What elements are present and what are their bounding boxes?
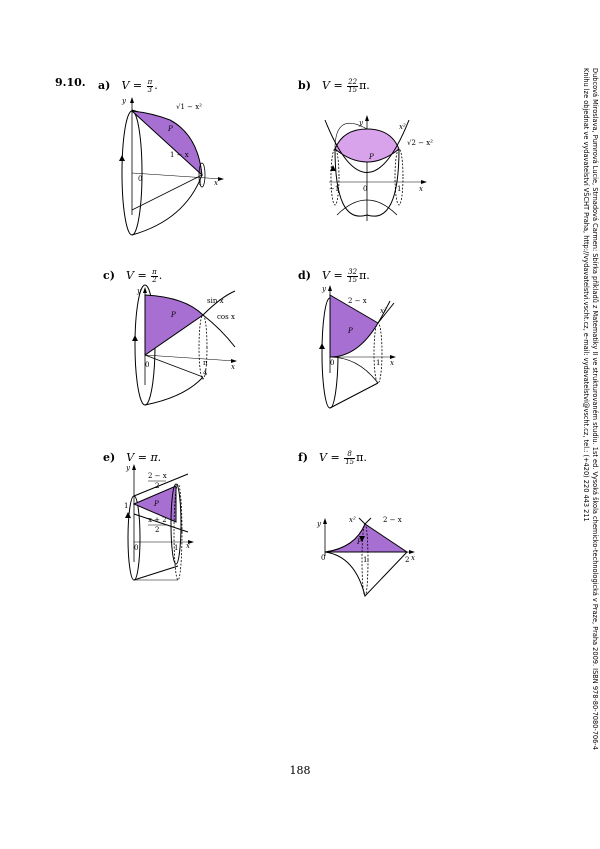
fig-a-one: 1 [198, 179, 203, 187]
part-label: a) [98, 79, 111, 92]
eq-suffix: π. [359, 79, 370, 92]
fig-e-y: y [126, 464, 130, 472]
fig-e-x: x [186, 542, 190, 550]
fig-d-p: P [348, 327, 353, 335]
figure-d [318, 283, 428, 413]
eq-den: 2 [152, 275, 157, 284]
problem-number: 9.10. [55, 76, 86, 89]
figure-f [315, 516, 425, 606]
fig-e-top-den: 2 [155, 482, 160, 490]
part-b-header [298, 74, 370, 94]
fig-d-origin: 0 [330, 359, 335, 367]
eq-prefix: V = [121, 79, 146, 92]
eq-suffix: . [154, 79, 158, 92]
fig-f-one: 1 [363, 556, 368, 564]
fig-f-line: 2 − x [383, 516, 402, 524]
fig-f-two: 2 [405, 556, 410, 564]
eq-num: π [147, 77, 153, 86]
figure-b [315, 115, 435, 230]
fig-c-four: 4 [203, 369, 208, 377]
fig-a-y: y [122, 97, 126, 105]
fig-f-origin: 0 [321, 554, 326, 562]
eq-suffix: π. [356, 451, 367, 464]
eq-num: π [152, 267, 157, 276]
fig-f-y: y [317, 520, 321, 528]
figure-a [110, 95, 230, 245]
eq-num: 32 [348, 267, 358, 276]
fig-b-y: y [359, 119, 363, 127]
eq-num: 22 [348, 77, 358, 86]
part-label: f) [298, 451, 308, 464]
fig-d-sq: x² [380, 307, 387, 315]
figure-e [118, 462, 208, 612]
fig-d-one: 1 [376, 359, 381, 367]
fig-c-origin: 0 [145, 361, 150, 369]
fig-b-x: x [419, 185, 423, 193]
fig-f-x: x [411, 554, 415, 562]
fig-c-sin: sin x [207, 297, 224, 305]
fig-d-y: y [322, 285, 326, 293]
fig-b-curve: √2 − x² [407, 139, 433, 147]
fig-e-one-x: 1 [174, 544, 179, 552]
fig-c-y: y [137, 287, 141, 295]
fig-b-one: 1 [397, 185, 402, 193]
fig-e-bot-den: 2 [155, 526, 160, 534]
eq-suffix: . [158, 269, 163, 282]
eq-num: 8 [344, 451, 355, 459]
eq-den: 15 [348, 85, 358, 94]
fig-f-p: P [357, 538, 362, 546]
fig-a-x: x [214, 179, 218, 187]
page-number: 188 [289, 764, 311, 777]
fig-e-bot-num: x + 2 [148, 516, 167, 524]
fig-a-p: P [168, 125, 173, 133]
part-f-header [298, 446, 367, 466]
fig-a-line: 1 − x [170, 151, 189, 159]
part-d-header [298, 264, 370, 284]
part-c-header [103, 264, 162, 284]
fig-e-top-num: 2 − x [148, 472, 167, 480]
fig-d-line: 2 − x [348, 297, 367, 305]
fig-e-one-y: 1 [124, 502, 129, 510]
part-a-header [98, 74, 158, 94]
figure-c [125, 285, 245, 420]
eq-prefix: V = [322, 269, 347, 282]
fig-a-origin: 0 [138, 175, 143, 183]
part-label: d) [298, 269, 311, 282]
sidebar-line-1: Dubcová Miroslava, Pumrová Lucie, Strnadová Carmen: Sbírka příkladů z Matematiky II ve strukturovaném studiu. 1st ed. Vysoká škola chemicko-technologická v Praze, Praha 2009. ISBN 978-80-7080-706-4 [591, 68, 599, 750]
eq-den: 15 [348, 275, 358, 284]
eq-prefix: V = π. [126, 451, 162, 464]
fig-e-origin: 0 [134, 544, 139, 552]
fig-f-sq: x² [349, 516, 356, 524]
fig-b-p: P [369, 153, 374, 161]
fig-c-x: x [231, 363, 235, 371]
fig-c-cos: cos x [217, 313, 235, 321]
fig-b-sq: x² [399, 123, 406, 131]
fig-c-pi: π [203, 359, 208, 367]
part-label: b) [298, 79, 311, 92]
eq-prefix: V = [322, 79, 347, 92]
copyright-sidebar [581, 68, 599, 750]
part-label: c) [103, 269, 115, 282]
fig-e-p: P [154, 500, 159, 508]
eq-den: 15 [345, 457, 355, 466]
eq-suffix: π. [359, 269, 370, 282]
fig-a-curve: √1 − x² [176, 103, 202, 111]
fig-d-x: x [390, 359, 394, 367]
fig-b-origin: 0 [363, 185, 368, 193]
sidebar-line-2: Knihu lze objednat ve vydavatelství VŠCHT Praha, http://vydavatelstvi.vscht.cz, e-mail: vydavatelstvi@vscht.cz, tel.: (+420) 220 443 211 [582, 68, 590, 522]
part-label: e) [103, 451, 116, 464]
eq-prefix: V = [319, 451, 344, 464]
fig-c-p: P [171, 311, 176, 319]
fig-b-neg: −1 [329, 185, 340, 193]
eq-den: 3 [147, 85, 153, 94]
eq-prefix: V = [126, 269, 151, 282]
